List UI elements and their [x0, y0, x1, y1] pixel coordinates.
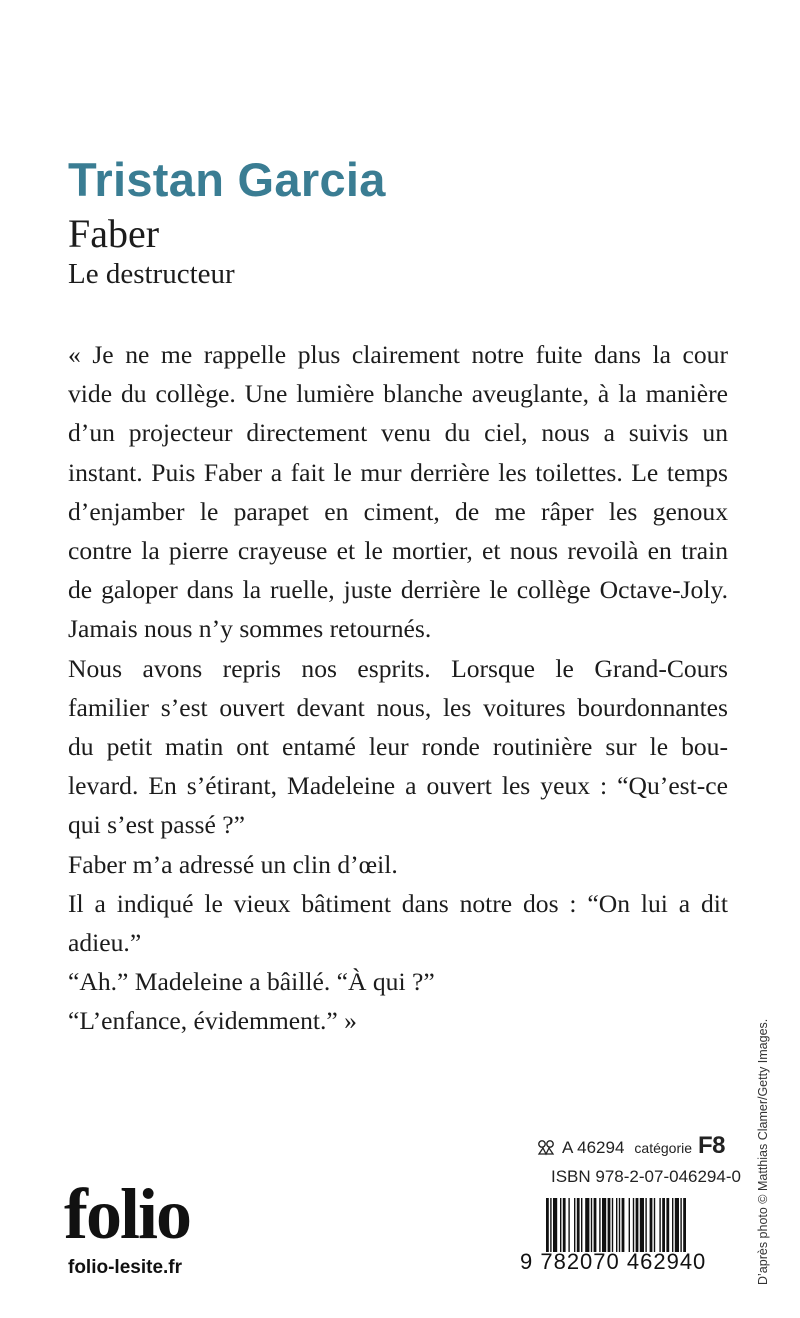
barcode-bar	[683, 1198, 686, 1252]
barcode	[546, 1198, 722, 1252]
barcode-bar	[594, 1198, 597, 1252]
barcode-digits: 9 782070 462940	[520, 1249, 707, 1274]
barcode-bar	[577, 1198, 580, 1252]
excerpt-line: d’enjamber le parapet en ciment, de me râper les genoux	[68, 496, 728, 526]
photo-credit: D’après photo © Matthias Clamer/Getty Images.	[756, 1018, 770, 1285]
barcode-bar	[654, 1198, 655, 1252]
barcode-bar	[581, 1198, 582, 1252]
excerpt-line: vide du collège. Une lumière blanche aveuglante, à la manière	[68, 379, 728, 409]
barcode-bar	[662, 1198, 665, 1252]
excerpt-line: contre la pierre crayeuse et le mortier, et nous revoilà en train	[68, 536, 728, 566]
excerpt-line: familier s’est ouvert devant nous, les voitures bourdonnantes	[68, 692, 728, 722]
barcode-bar	[645, 1198, 646, 1252]
barcode-bar	[636, 1198, 639, 1252]
barcode-bar	[553, 1198, 557, 1252]
barcode-bar	[616, 1198, 617, 1252]
barcode-bar	[585, 1198, 589, 1252]
barcode-bar	[633, 1198, 634, 1252]
barcode-bar	[563, 1198, 566, 1252]
book-subtitle: Le destructeur	[68, 258, 235, 290]
barcode-bar	[599, 1198, 600, 1252]
barcode-bar	[612, 1198, 613, 1252]
excerpt-line: Il a indiqué le vieux bâtiment dans notre dos : “On lui a dit	[68, 888, 728, 918]
catalog-info	[536, 1132, 725, 1160]
excerpt-line: adieu.”	[68, 928, 142, 958]
barcode-bar	[619, 1198, 620, 1252]
excerpt-line: Faber m’a adressé un clin d’œil.	[68, 849, 398, 879]
barcode-bar	[546, 1198, 549, 1252]
back-cover-excerpt	[68, 335, 728, 1041]
excerpt-line: “L’enfance, évidemment.” »	[68, 1006, 357, 1036]
barcode-bar	[675, 1198, 679, 1252]
excerpt-line: du petit matin ont entamé leur ronde routinière sur le bou-	[68, 732, 728, 762]
excerpt-line: levard. En s’étirant, Madeleine a ouvert les yeux : “Qu’est-ce	[68, 771, 728, 801]
catalog-reference: A 46294	[562, 1138, 625, 1157]
barcode-bar	[629, 1198, 630, 1252]
excerpt-line: Nous avons repris nos esprits. Lorsque le Grand-Cours	[68, 653, 728, 683]
barcode-bar	[568, 1198, 569, 1252]
barcode-bar	[608, 1198, 611, 1252]
barcode-bar	[659, 1198, 660, 1252]
excerpt-line: qui s’est passé ?”	[68, 810, 245, 840]
barcode-bar	[560, 1198, 561, 1252]
author-name: Tristan Garcia	[68, 153, 386, 206]
barcode-bar	[591, 1198, 592, 1252]
isbn-number: ISBN 978-2-07-046294-0	[551, 1167, 741, 1186]
excerpt-line: Jamais nous n’y sommes retournés.	[68, 614, 432, 644]
publisher-logo-icon	[536, 1138, 556, 1156]
excerpt-line: instant. Puis Faber a fait le mur derrière les toilettes. Le temps	[68, 457, 728, 487]
barcode-bar	[640, 1198, 644, 1252]
excerpt-line: « Je ne me rappelle plus clairement notre fuite dans la cour	[68, 340, 728, 369]
barcode-bar	[550, 1198, 551, 1252]
excerpt-line: “Ah.” Madeleine a bâillé. “À qui ?”	[68, 967, 435, 997]
folio-logo: folio	[64, 1174, 190, 1254]
excerpt-line: de galoper dans la ruelle, juste derrière le collège Octave-Joly.	[68, 575, 728, 605]
category-value: F8	[698, 1132, 726, 1159]
excerpt-line: d’un projecteur directement venu du ciel, nous a suivis un	[68, 418, 728, 448]
barcode-bar	[622, 1198, 625, 1252]
barcode-bar	[680, 1198, 681, 1252]
publisher-website: folio-lesite.fr	[68, 1257, 183, 1278]
barcode-bar	[650, 1198, 653, 1252]
category-label: catégorie	[634, 1140, 692, 1156]
barcode-bar	[574, 1198, 575, 1252]
book-title: Faber	[68, 211, 160, 256]
barcode-bar	[672, 1198, 673, 1252]
barcode-bar	[602, 1198, 606, 1252]
barcode-bar	[666, 1198, 669, 1252]
